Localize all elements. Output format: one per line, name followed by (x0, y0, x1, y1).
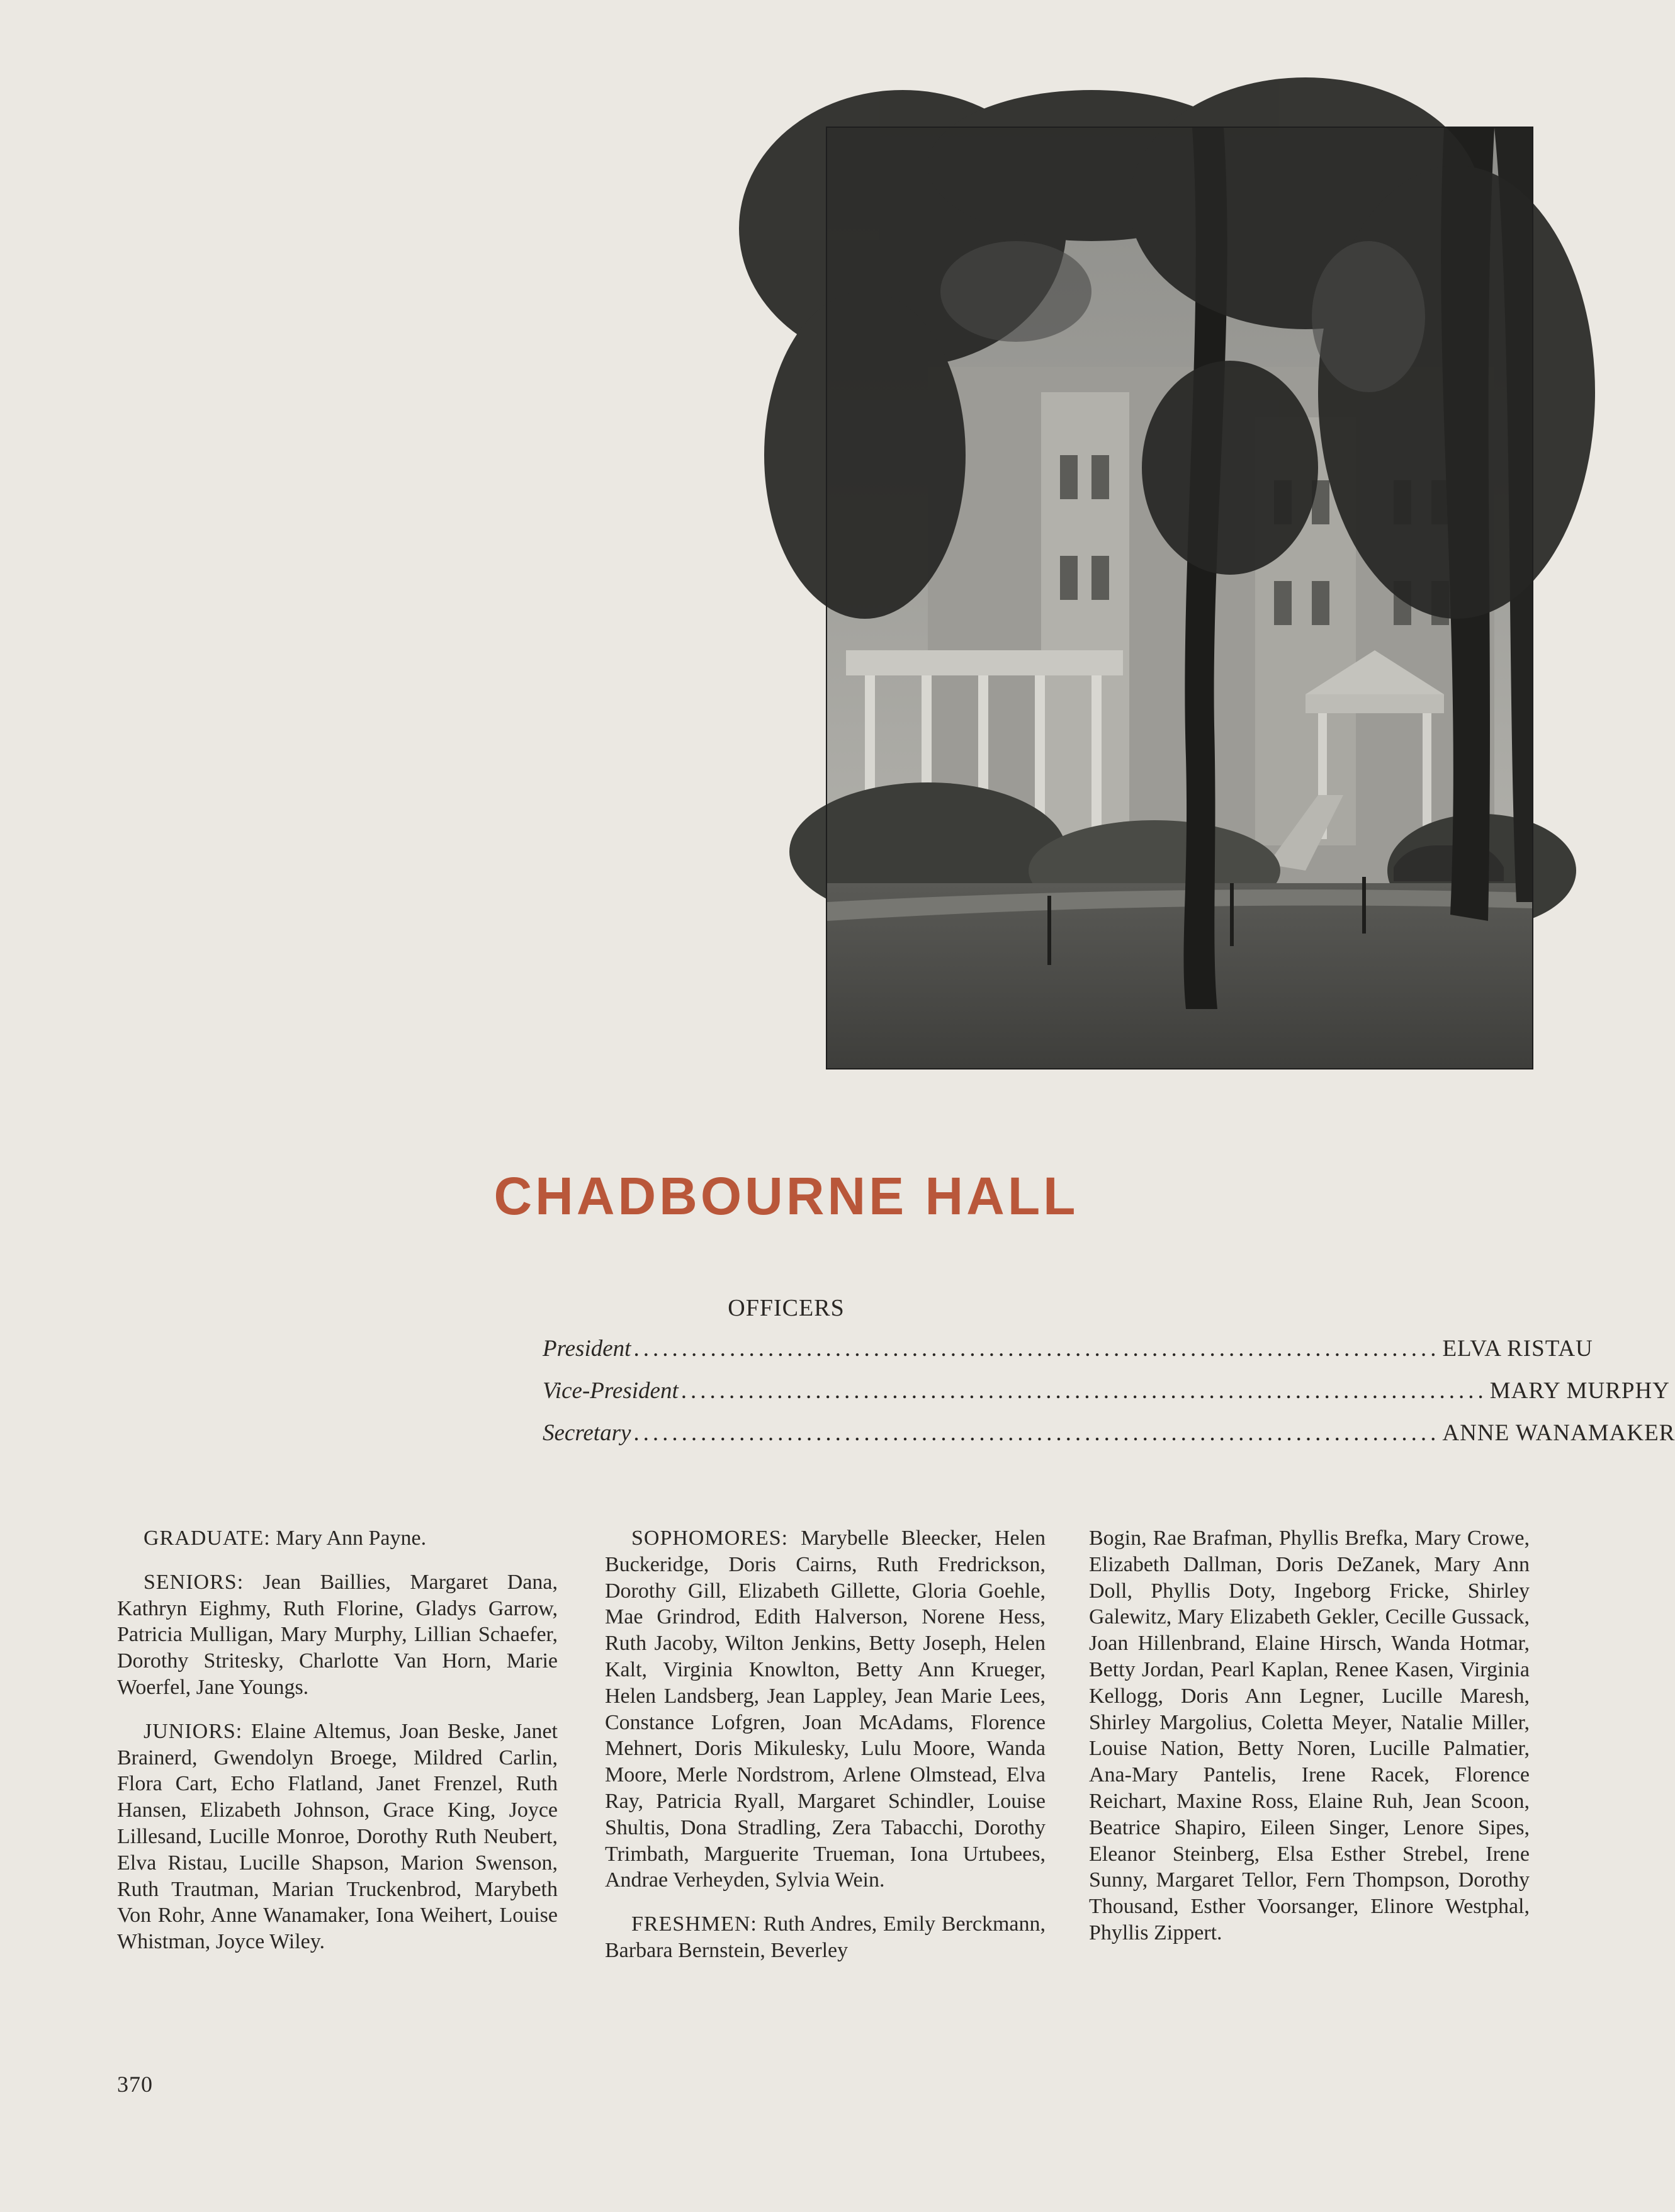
graduate-names: Mary Ann Payne. (276, 1526, 427, 1550)
class-label-juniors: JUNIORS: (144, 1719, 243, 1743)
juniors-names: Elaine Altemus, Joan Beske, Janet Brainerd, Gwendolyn Broege, Mildred Carlin, Flora Cart, Echo Flatland, Janet Frenzel, Ruth Hansen, Elizabeth Johnson, Grace King, Joyce Lillesand, Lucille Monroe, Dorothy Ruth Neubert, Elva Ristau, Lucille Shapson, Marion Swenson, Ruth Trautman, Marian Truckenbrod, Marybeth Von Rohr, Anne Wanamaker, Iona Weihert, Louise Whistman, Joyce Wiley. (117, 1719, 558, 1954)
graduate-paragraph (117, 1525, 558, 1552)
seniors-paragraph (117, 1569, 558, 1701)
officer-row-president (543, 1335, 1593, 1362)
officers-heading: OFFICERS (728, 1295, 845, 1321)
roster-column-1 (117, 1525, 558, 1973)
officer-role: Secretary (543, 1420, 631, 1446)
freshmen-names-continued: Bogin, Rae Brafman, Phyllis Brefka, Mary Crowe, Elizabeth Dallman, Doris DeZanek, Mary Ann Doll, Phyllis Doty, Ingeborg Fricke, Shirley Galewitz, Mary Elizabeth Gekler, Cecille Gussack, Joan Hillenbrand, Elaine Hirsch, Wanda Hotmar, Betty Jordan, Pearl Kaplan, Renee Kasen, Virginia Kellogg, Doris Ann Legner, Lucille Maresh, Shirley Margolius, Coletta Meyer, Natalie Miller, Louise Nation, Betty Noren, Lucille Palmatier, Ana-Mary Pantelis, Irene Racek, Florence Reichart, Maxine Ross, Elaine Ruh, Jean Scoon, Beatrice Shapiro, Eileen Singer, Lenore Sipes, Eleanor Steinberg, Elsa Esther Strebel, Irene Sunny, Margaret Tellor, Fern Thompson, Dorothy Thousand, Esther Voorsanger, Elinore Westphal, Phyllis Zippert. (1089, 1526, 1530, 1944)
officer-role: President (543, 1336, 631, 1362)
leader-dots: .................................................................................... (633, 1420, 1440, 1446)
leader-dots: .................................................................................... (633, 1336, 1440, 1362)
seniors-names: Jean Baillies, Margaret Dana, Kathryn Eighmy, Ruth Florine, Gladys Garrow, Patricia Mulligan, Mary Murphy, Lillian Schaefer, Dorothy Stritesky, Charlotte Van Horn, Marie Woerfel, Jane Youngs. (117, 1570, 558, 1699)
officer-role: Vice-President (543, 1378, 679, 1404)
sophomores-names: Marybelle Bleecker, Helen Buckeridge, Doris Cairns, Ruth Fredrickson, Dorothy Gill, Elizabeth Gillette, Gloria Goehle, Mae Grindrod, Edith Halverson, Norene Hess, Ruth Jacoby, Wilton Jenkins, Betty Joseph, Helen Kalt, Virginia Knowlton, Betty Ann Krueger, Helen Landsberg, Jean Lappley, Jean Marie Lees, Constance Lofgren, Joan McAdams, Florence Mehnert, Doris Mikulesky, Lulu Moore, Wanda Moore, Merle Nordstrom, Arlene Olmstead, Elva Ray, Patricia Ryall, Margaret Schindler, Louise Shultis, Dona Stradling, Zera Tabacchi, Dorothy Trimbath, Marguerite Trueman, Iona Urtubees, Andrae Verheyden, Sylvia Wein. (605, 1526, 1046, 1892)
sophomores-paragraph (605, 1525, 1046, 1893)
class-label-seniors: SENIORS: (144, 1570, 244, 1594)
officer-row-secretary (543, 1419, 1675, 1447)
freshmen-names-start: Ruth Andres, Emily Berckmann, Barbara Bernstein, Beverley (605, 1912, 1046, 1962)
freshmen-continued-paragraph (1089, 1525, 1530, 1946)
page-number: 370 (117, 2072, 153, 2097)
officer-name: ANNE WANAMAKER (1442, 1420, 1675, 1446)
officer-row-vice-president (543, 1377, 1670, 1404)
hall-photograph (827, 128, 1532, 1068)
roster-column-3 (1089, 1525, 1530, 1964)
officer-name: ELVA RISTAU (1442, 1336, 1593, 1362)
freshmen-paragraph (605, 1911, 1046, 1964)
page-title: CHADBOURNE HALL (493, 1166, 1079, 1226)
officer-name: MARY MURPHY (1489, 1378, 1670, 1404)
hall-photo-illustration (827, 128, 1532, 1068)
roster-column-2 (605, 1525, 1046, 1982)
class-label-freshmen: FRESHMEN: (631, 1912, 757, 1936)
leader-dots: .................................................................................... (680, 1378, 1487, 1404)
juniors-paragraph (117, 1718, 558, 1955)
class-label-graduate: GRADUATE: (144, 1526, 271, 1550)
class-label-sophomores: SOPHOMORES: (631, 1526, 789, 1550)
